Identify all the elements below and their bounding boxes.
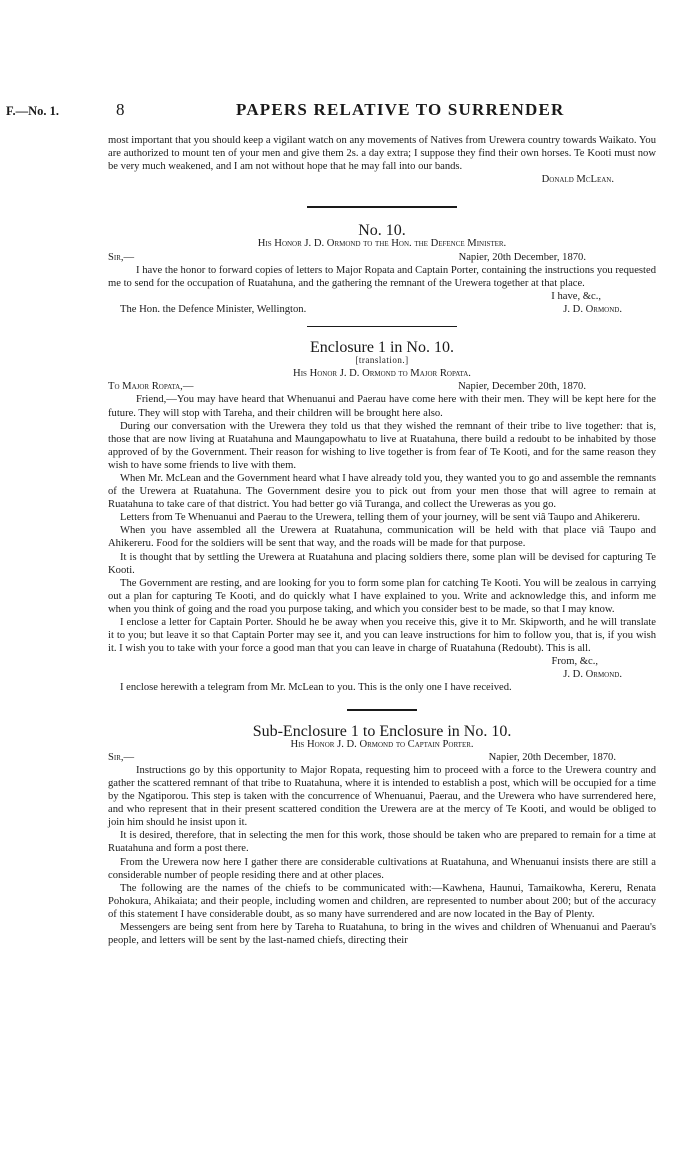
- enclosure-heading: Enclosure 1 in No. 10.: [310, 339, 454, 357]
- salutation: Sir,—: [108, 251, 135, 263]
- signature: J. D. Ormond.: [563, 303, 622, 315]
- letter-paragraph: The following are the names of the chiefs to be communicated with:—Kawhena, Haunui, Tamaikowha, Kereru, Renata Pohokura, Ahikaiata; and their people, including women and children, are represented to number about 200; but of the accuracy of this statement I have considerable doubt, as so many have surrendered and are now located in the Bay of Plenty.: [108, 882, 656, 920]
- letter-paragraph: Instructions go by this opportunity to Major Ropata, requesting him to proceed with a force to the Urewera country and gather the scattered remnant of that tribe to Ruatahuna, where it is intended to establish a post, which will be occupied for a time by the Ngatiporou. This step is taken with the concurrence of Whenuanui, Paerau, and the Urewera who have surrendered here, and who represent that in their present scattered condition the Urewera are at the mercy of Te Kooti, and would be obliged to join him should he insist upon it.: [108, 764, 656, 829]
- letter-paragraph: I enclose a letter for Captain Porter. Should he be away when you receive this, give it to Mr. Skipworth, and he will translate it to you; but leave it so that Captain Porter may see it, and you can leave instructions for him to follow you, that is, if you wish it. I wish you to take with your force a good man that you can leave in charge of Ruatahuna (Redoubt). This is all.: [108, 617, 656, 655]
- letter-header: [108, 380, 656, 393]
- letter-header: [108, 751, 656, 764]
- letter-paragraph: It is thought that by settling the Urewera at Ruatahuna and placing soldiers there, some plan will be devised for capturing Te Kooti.: [108, 551, 656, 576]
- intro-signature: Donald McLean.: [541, 174, 614, 186]
- postscript: I enclose herewith a telegram from Mr. McLean to you. This is the only one I have received.: [120, 682, 512, 694]
- signature: J. D. Ormond.: [563, 669, 622, 681]
- letter-paragraph: It is desired, therefore, that in selecting the men for this work, those should be taken who are prepared to remain for a time at Ruatahuna and form a post there.: [108, 830, 656, 855]
- page-header: [6, 100, 616, 122]
- running-title: PAPERS RELATIVE TO SURRENDER: [236, 100, 565, 119]
- place-date: Napier, 20th December, 1870.: [488, 751, 616, 763]
- letter-header: [108, 251, 656, 264]
- section-divider: [307, 206, 457, 208]
- subenclosure-heading: Sub-Enclosure 1 to Enclosure in No. 10.: [252, 722, 512, 740]
- document-reference: F.—No. 1.: [6, 104, 60, 118]
- letter-closing: I have, &c.,: [551, 290, 601, 302]
- letter-paragraph: When Mr. McLean and the Government heard what I have already told you, they wanted you to go and assemble the remnants of the Urewera at Ruatahuna. The Government desire you to pick out from your men those that will agree to remain at Ruatahuna to take care of that district. You had better go viâ Turanga, and collect the Ureweras as you go.: [108, 472, 656, 511]
- letter-paragraph: Letters from Te Whenuanui and Paerau to the Urewera, telling them of your journey, will be sent viâ Taupo and Ahikereru.: [120, 512, 641, 524]
- salutation: To Major Ropata,—: [108, 381, 194, 393]
- section-divider: [307, 326, 457, 327]
- letter-closing: From, &c.,: [551, 656, 598, 668]
- letter-paragraph: During our conversation with the Urewera they told us that they wished the remnant of their tribe to live together: that is, those that are now living at Ruatahuna and Maungapowhatu to live at Ruatahuna, there build a redoubt to be inhabited by those approved of by the Government. Their reason for wishing to live together is from fear of Te Kooti, and for the same reason they wish to have some friends to live with them.: [108, 420, 656, 471]
- place-date: Napier, December 20th, 1870.: [458, 381, 586, 393]
- section-heading: No. 10.: [358, 222, 406, 240]
- section-subtitle: His Honor J. D. Ormond to the Hon. the Defence Minister.: [257, 238, 507, 250]
- letter-paragraph: Messengers are being sent from here by Tareha to Ruatahuna, to bring in the wives and children of Whenuanui and Paerau's people, and letters will be sent by the last-named chiefs, directing their: [108, 921, 656, 947]
- letter-paragraph: I have the honor to forward copies of letters to Major Ropata and Captain Porter, containing the instructions you requested me to send for the occupation of Ruatahuna, and the gathering the remnant of the Urewera together at that place.: [108, 264, 656, 289]
- section-subtitle: His Honor J. D. Ormond to Captain Porter.: [290, 738, 474, 750]
- place-date: Napier, 20th December, 1870.: [458, 251, 586, 263]
- salutation: Sir,—: [108, 751, 135, 763]
- letter-paragraph: From the Urewera now here I gather there are considerable cultivations at Ruatahuna, and Whenuanui insists there are still a considerable number of people residing there and at other places.: [108, 856, 656, 881]
- letter-paragraph: When you have assembled all the Urewera at Ruatahuna, communication will be held with that place viâ Taupo and Ahikereru. Food for the soldiers will be sent that way, and the roads will be made for that purpose.: [108, 525, 656, 550]
- letter-paragraph: Friend,—You may have heard that Whenuanui and Paerau have come here with their men. They will be kept here for the future. They will stop with Tareha, and their children will be brought here also.: [108, 394, 656, 419]
- section-subtitle: His Honor J. D. Ormond to Major Ropata.: [293, 368, 471, 380]
- translation-note: [translation.]: [355, 355, 409, 366]
- letter-paragraph: The Government are resting, and are looking for you to form some plan for catching Te Kooti. You will be zealous in carrying out a plan for capturing Te Kooti, and do quickly what I have explained to you. Write and acknowledge this, and inform me when you think of going and the road you purpose taking, and which you consider best to be made, so that I may know.: [108, 577, 656, 615]
- section-divider: [347, 709, 417, 711]
- intro-paragraph: most important that you should keep a vigilant watch on any movements of Natives from Urewera country towards Waikato. You are authorized to mount ten of your men and give them 2s. a day extra; I suppose they find their own horses. Te Kooti must now be very much weakened, and I am not without hope that he may fall into our bands.: [108, 135, 656, 173]
- letter-footer: [108, 303, 656, 316]
- document-body: [108, 134, 656, 947]
- addressee: The Hon. the Defence Minister, Wellington.: [120, 303, 307, 315]
- page-number: 8: [116, 100, 125, 119]
